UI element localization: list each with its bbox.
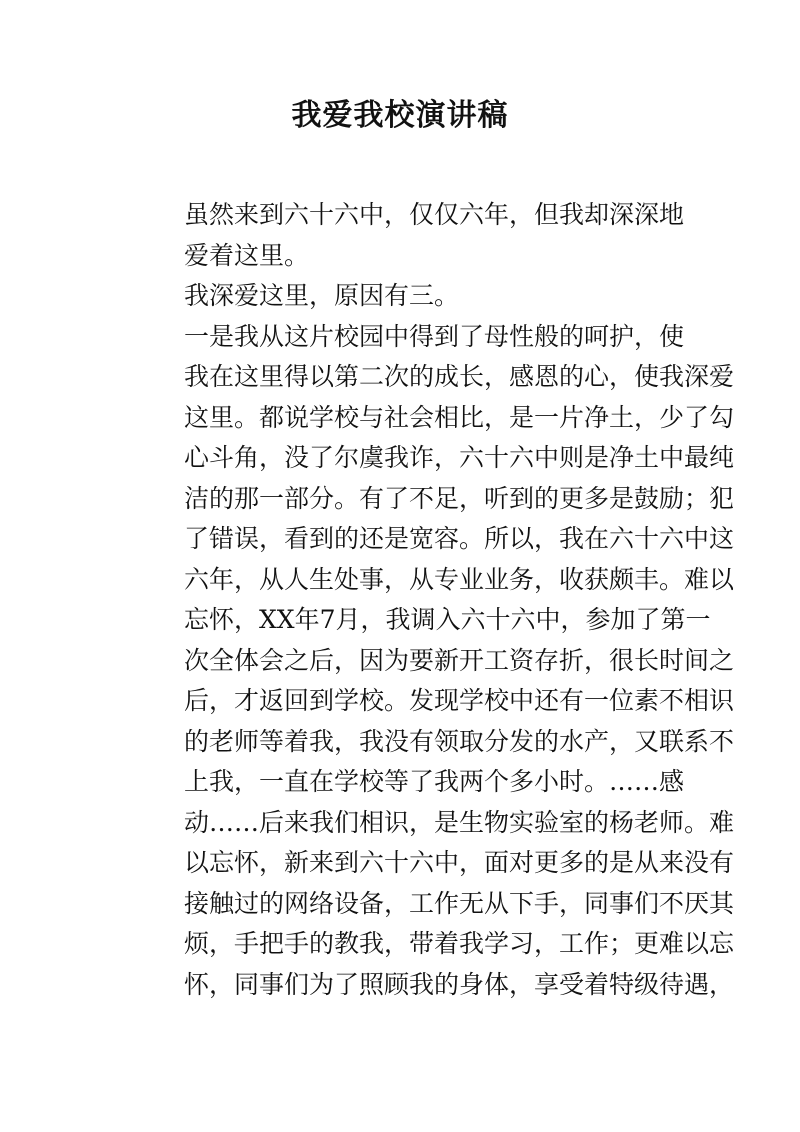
paragraph-1 [134, 195, 685, 276]
paragraph-line: 六年，从人生处事，从专业业务，收获颇丰。难以 [184, 564, 735, 594]
paragraph-line: 一是我从这片校园中得到了母性般的呵护，使 [184, 321, 685, 351]
paragraph-line: 虽然来到六十六中，仅仅六年，但我却深深地 [184, 200, 685, 229]
paragraph-line: 忘怀，XX年7月，我调入六十六中，参加了第一 [184, 605, 711, 634]
paragraph-line: 了错误，看到的还是宽容。所以，我在六十六中这 [184, 524, 735, 553]
paragraph-line: 心斗角，没了尔虞我诈，六十六中则是净土中最纯 [184, 443, 735, 472]
paragraph-line: 以忘怀，新来到六十六中，面对更多的是从来没有 [184, 848, 735, 877]
paragraph-line: 的老师等着我，我没有领取分发的水产，又联系不 [184, 726, 735, 756]
paragraph-3 [134, 317, 735, 1006]
paragraph-2 [134, 276, 674, 317]
paragraph-line: 这里。都说学校与社会相比，是一片净土，少了勾 [184, 402, 735, 432]
paragraph-line: 后，才返回到学校。发现学校中还有一位素不相识 [184, 686, 735, 715]
paragraph-line: 次全体会之后，因为要新开工资存折，很长时间之 [184, 645, 735, 675]
paragraph-line: 动……后来我们相识，是生物实验室的杨老师。难 [184, 807, 735, 837]
paragraph-line: 我在这里得以第二次的成长，感恩的心，使我深爱 [184, 362, 735, 391]
paragraph-line: 上我，一直在学校等了我两个多小时。……感 [184, 767, 685, 796]
paragraph-line: 烦，手把手的教我，带着我学习，工作；更难以忘 [184, 929, 735, 958]
paragraph-line: 我深爱这里，原因有三。 [184, 281, 460, 310]
paragraph-line: 洁的那一部分。有了不足，听到的更多是鼓励；犯 [184, 483, 735, 513]
paragraph-line: 接触过的网络设备，工作无从下手，同事们不厌其 [184, 888, 735, 918]
document-body [134, 195, 735, 1005]
paragraph-line: 怀，同事们为了照顾我的身体，享受着特级待遇， [184, 969, 735, 999]
paragraph-line: 爱着这里。 [184, 240, 310, 270]
document-title: 我爱我校演讲稿 [291, 98, 509, 133]
